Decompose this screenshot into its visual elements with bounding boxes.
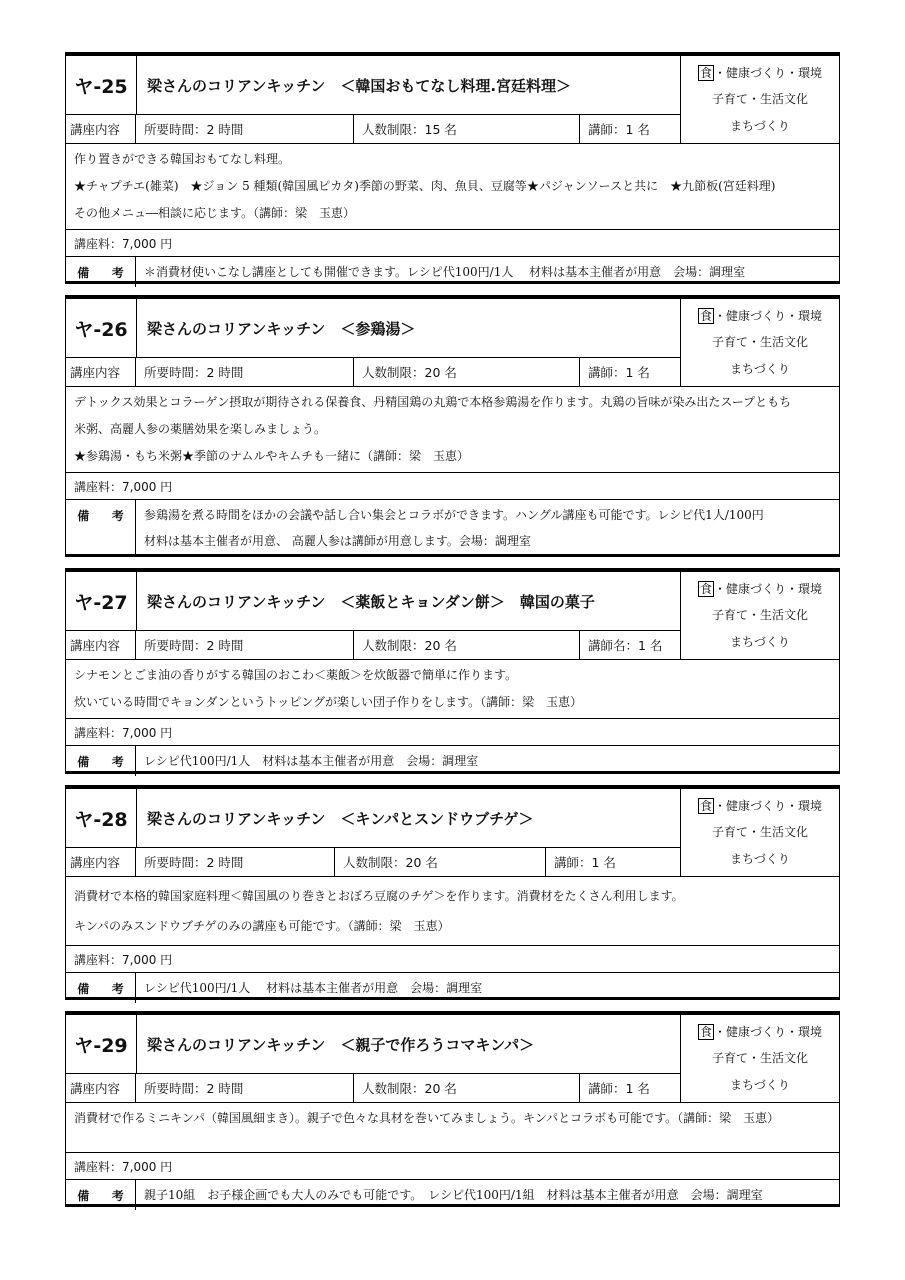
note-text bbox=[136, 1180, 839, 1210]
fee-row: 講座料：7,000 円 bbox=[66, 1153, 839, 1180]
note-text bbox=[136, 257, 839, 287]
note-text bbox=[136, 973, 839, 1003]
note-text bbox=[136, 500, 839, 556]
tag-line3: まちづくり bbox=[730, 851, 790, 866]
desc-line: デトックス効果とコラーゲン摂取が期待される保養食、丹精国鶏の丸鶏で本格参鶏湯を作ります。丸鶏の旨味が染み出たスープともち bbox=[74, 395, 792, 409]
desc-line: 作り置きができる韓国おもてなし料理。 bbox=[74, 152, 291, 166]
tag-line2: 子育て・生活文化 bbox=[711, 335, 808, 350]
note-line: 参鶏湯を煮る時間をほかの会議や話し合い集会とコラボができます。ハングル講座も可能です。レシピ代1人/100円 bbox=[144, 508, 764, 522]
tag-line2: 子育て・生活文化 bbox=[711, 1051, 808, 1066]
desc-line: シナモンとごま油の香りがする韓国のおこわ＜薬飯＞を炊飯器で簡単に作ります。 bbox=[74, 668, 518, 682]
tag-line1: ・健康づくり・環境 bbox=[714, 309, 823, 324]
category-tags bbox=[681, 789, 839, 876]
food-tag: 食 bbox=[699, 1025, 712, 1040]
note-text bbox=[136, 746, 839, 776]
tag-line1: ・健康づくり・環境 bbox=[714, 1025, 823, 1040]
tag-line1: ・健康づくり・環境 bbox=[714, 582, 823, 597]
tag-line3: まちづくり bbox=[730, 361, 790, 376]
note-line: ＊消費材使いこなし講座としても開催できます。レシピ代100円/1人 材料は基本主催者が用意 会場：調理室 bbox=[144, 265, 746, 279]
note-label: 備 考 bbox=[66, 500, 136, 556]
note-label: 備 考 bbox=[66, 973, 136, 1003]
capacity-cell: 人数制限：20 名 bbox=[354, 1074, 580, 1102]
desc-line: ★チャプチエ(雑菜) ★ジョン 5 種類(韓国風ピカタ)季節の野菜、肉、魚貝、豆腐等★パジャンソースと共に ★九節板(宮廷料理) bbox=[74, 179, 776, 193]
course-code: ヤ-29 bbox=[66, 1015, 137, 1073]
category-tags bbox=[681, 56, 839, 143]
capacity-cell: 人数制限：20 名 bbox=[354, 631, 580, 659]
tag-line2: 子育て・生活文化 bbox=[711, 825, 808, 840]
desc-line: 炊いている時間でキョンダンというトッピングが楽しい団子作りをします。（講師：梁 玉恵） bbox=[74, 695, 583, 709]
food-tag: 食 bbox=[699, 66, 712, 81]
course-code: ヤ-27 bbox=[66, 572, 137, 630]
tag-line2: 子育て・生活文化 bbox=[711, 92, 808, 107]
desc-line: ★参鶏湯・もち米粥★季節のナムルやキムチも一緒に（講師：梁 玉恵） bbox=[74, 449, 470, 463]
tag-line1: ・健康づくり・環境 bbox=[714, 66, 823, 81]
note-label: 備 考 bbox=[66, 746, 136, 776]
capacity-cell: 人数制限：15 名 bbox=[354, 115, 580, 143]
instructor-cell: 講師：1 名 bbox=[554, 855, 616, 870]
instructor-cell: 講師：1 名 bbox=[588, 122, 650, 137]
instructor-cell: 講師：1 名 bbox=[588, 1081, 650, 1096]
course-title: 梁さんのコリアンキッチン ＜薬飯とキョンダン餅＞ 韓国の菓子 bbox=[147, 592, 595, 611]
category-tags bbox=[681, 1015, 839, 1102]
time-cell: 所要時間：2 時間 bbox=[136, 848, 335, 876]
desc-line: その他メニュ―相談に応じます。（講師：梁 玉恵） bbox=[74, 206, 356, 220]
content-label: 講座内容 bbox=[66, 631, 136, 659]
tag-line1: ・健康づくり・環境 bbox=[714, 799, 823, 814]
fee-row: 講座料：7,000 円 bbox=[66, 230, 839, 257]
instructor-cell: 講師名：1 名 bbox=[588, 638, 663, 653]
course-title: 梁さんのコリアンキッチン ＜キンパとスンドウブチゲ＞ bbox=[147, 809, 534, 828]
course-card-ya27 bbox=[65, 568, 840, 774]
course-code: ヤ-25 bbox=[66, 56, 137, 114]
tag-line2: 子育て・生活文化 bbox=[711, 608, 808, 623]
course-title: 梁さんのコリアンキッチン ＜親子で作ろうコマキンパ＞ bbox=[147, 1035, 535, 1054]
content-label: 講座内容 bbox=[66, 115, 136, 143]
food-tag: 食 bbox=[699, 582, 712, 597]
course-title: 梁さんのコリアンキッチン ＜参鶏湯＞ bbox=[147, 319, 416, 338]
capacity-cell: 人数制限：20 名 bbox=[354, 358, 580, 386]
course-description bbox=[66, 877, 839, 946]
tag-line3: まちづくり bbox=[730, 118, 790, 133]
course-card-ya26 bbox=[65, 295, 840, 557]
time-cell: 所要時間：2 時間 bbox=[136, 115, 354, 143]
food-tag: 食 bbox=[699, 309, 712, 324]
course-card-ya29 bbox=[65, 1011, 840, 1207]
course-description bbox=[66, 144, 839, 230]
fee-row: 講座料：7,000 円 bbox=[66, 473, 839, 500]
tag-line3: まちづくり bbox=[730, 1077, 790, 1092]
category-tags bbox=[681, 572, 839, 659]
course-card-ya28 bbox=[65, 785, 840, 1000]
fee-row: 講座料：7,000 円 bbox=[66, 946, 839, 973]
food-tag: 食 bbox=[699, 799, 712, 814]
time-cell: 所要時間：2 時間 bbox=[136, 1074, 354, 1102]
note-label: 備 考 bbox=[66, 257, 136, 287]
course-card-ya25 bbox=[65, 52, 840, 284]
time-cell: 所要時間：2 時間 bbox=[136, 358, 354, 386]
capacity-cell: 人数制限：20 名 bbox=[335, 848, 546, 876]
desc-line: キンパのみスンドウブチゲのみの講座も可能です。（講師：梁 玉恵） bbox=[74, 919, 450, 933]
course-description bbox=[66, 387, 839, 473]
content-label: 講座内容 bbox=[66, 848, 136, 876]
note-line: 材料は基本主催者が用意、 高麗人参は講師が用意します。会場：調理室 bbox=[144, 534, 531, 548]
course-description bbox=[66, 1103, 839, 1153]
category-tags bbox=[681, 299, 839, 386]
course-code: ヤ-26 bbox=[66, 299, 137, 357]
note-line: レシピ代100円/1人 材料は基本主催者が用意 会場：調理室 bbox=[144, 981, 483, 995]
desc-line: 米粥、高麗人参の薬膳効果を楽しみましょう。 bbox=[74, 422, 327, 436]
content-label: 講座内容 bbox=[66, 1074, 136, 1102]
desc-line: 消費材で本格的韓国家庭料理＜韓国風のり巻きとおぼろ豆腐のチゲ＞を作ります。消費材をたくさん利用します。 bbox=[74, 889, 684, 903]
note-line: 親子10組 お子様企画でも大人のみでも可能です。 レシピ代100円/1組 材料は基本主催者が用意 会場：調理室 bbox=[144, 1188, 763, 1202]
note-label: 備 考 bbox=[66, 1180, 136, 1210]
fee-row: 講座料：7,000 円 bbox=[66, 719, 839, 746]
time-cell: 所要時間：2 時間 bbox=[136, 631, 354, 659]
course-description bbox=[66, 660, 839, 719]
course-code: ヤ-28 bbox=[66, 789, 137, 847]
note-line: レシピ代100円/1人 材料は基本主催者が用意 会場：調理室 bbox=[144, 754, 479, 768]
desc-line: 消費材で作るミニキンパ（韓国風細まき）。親子で色々な具材を巻いてみましょう。キンパとコラボも可能です。（講師：梁 玉恵） bbox=[74, 1111, 780, 1125]
tag-line3: まちづくり bbox=[730, 634, 790, 649]
content-label: 講座内容 bbox=[66, 358, 136, 386]
course-title: 梁さんのコリアンキッチン ＜韓国おもてなし料理.宮廷料理＞ bbox=[147, 76, 572, 95]
instructor-cell: 講師：1 名 bbox=[588, 365, 650, 380]
